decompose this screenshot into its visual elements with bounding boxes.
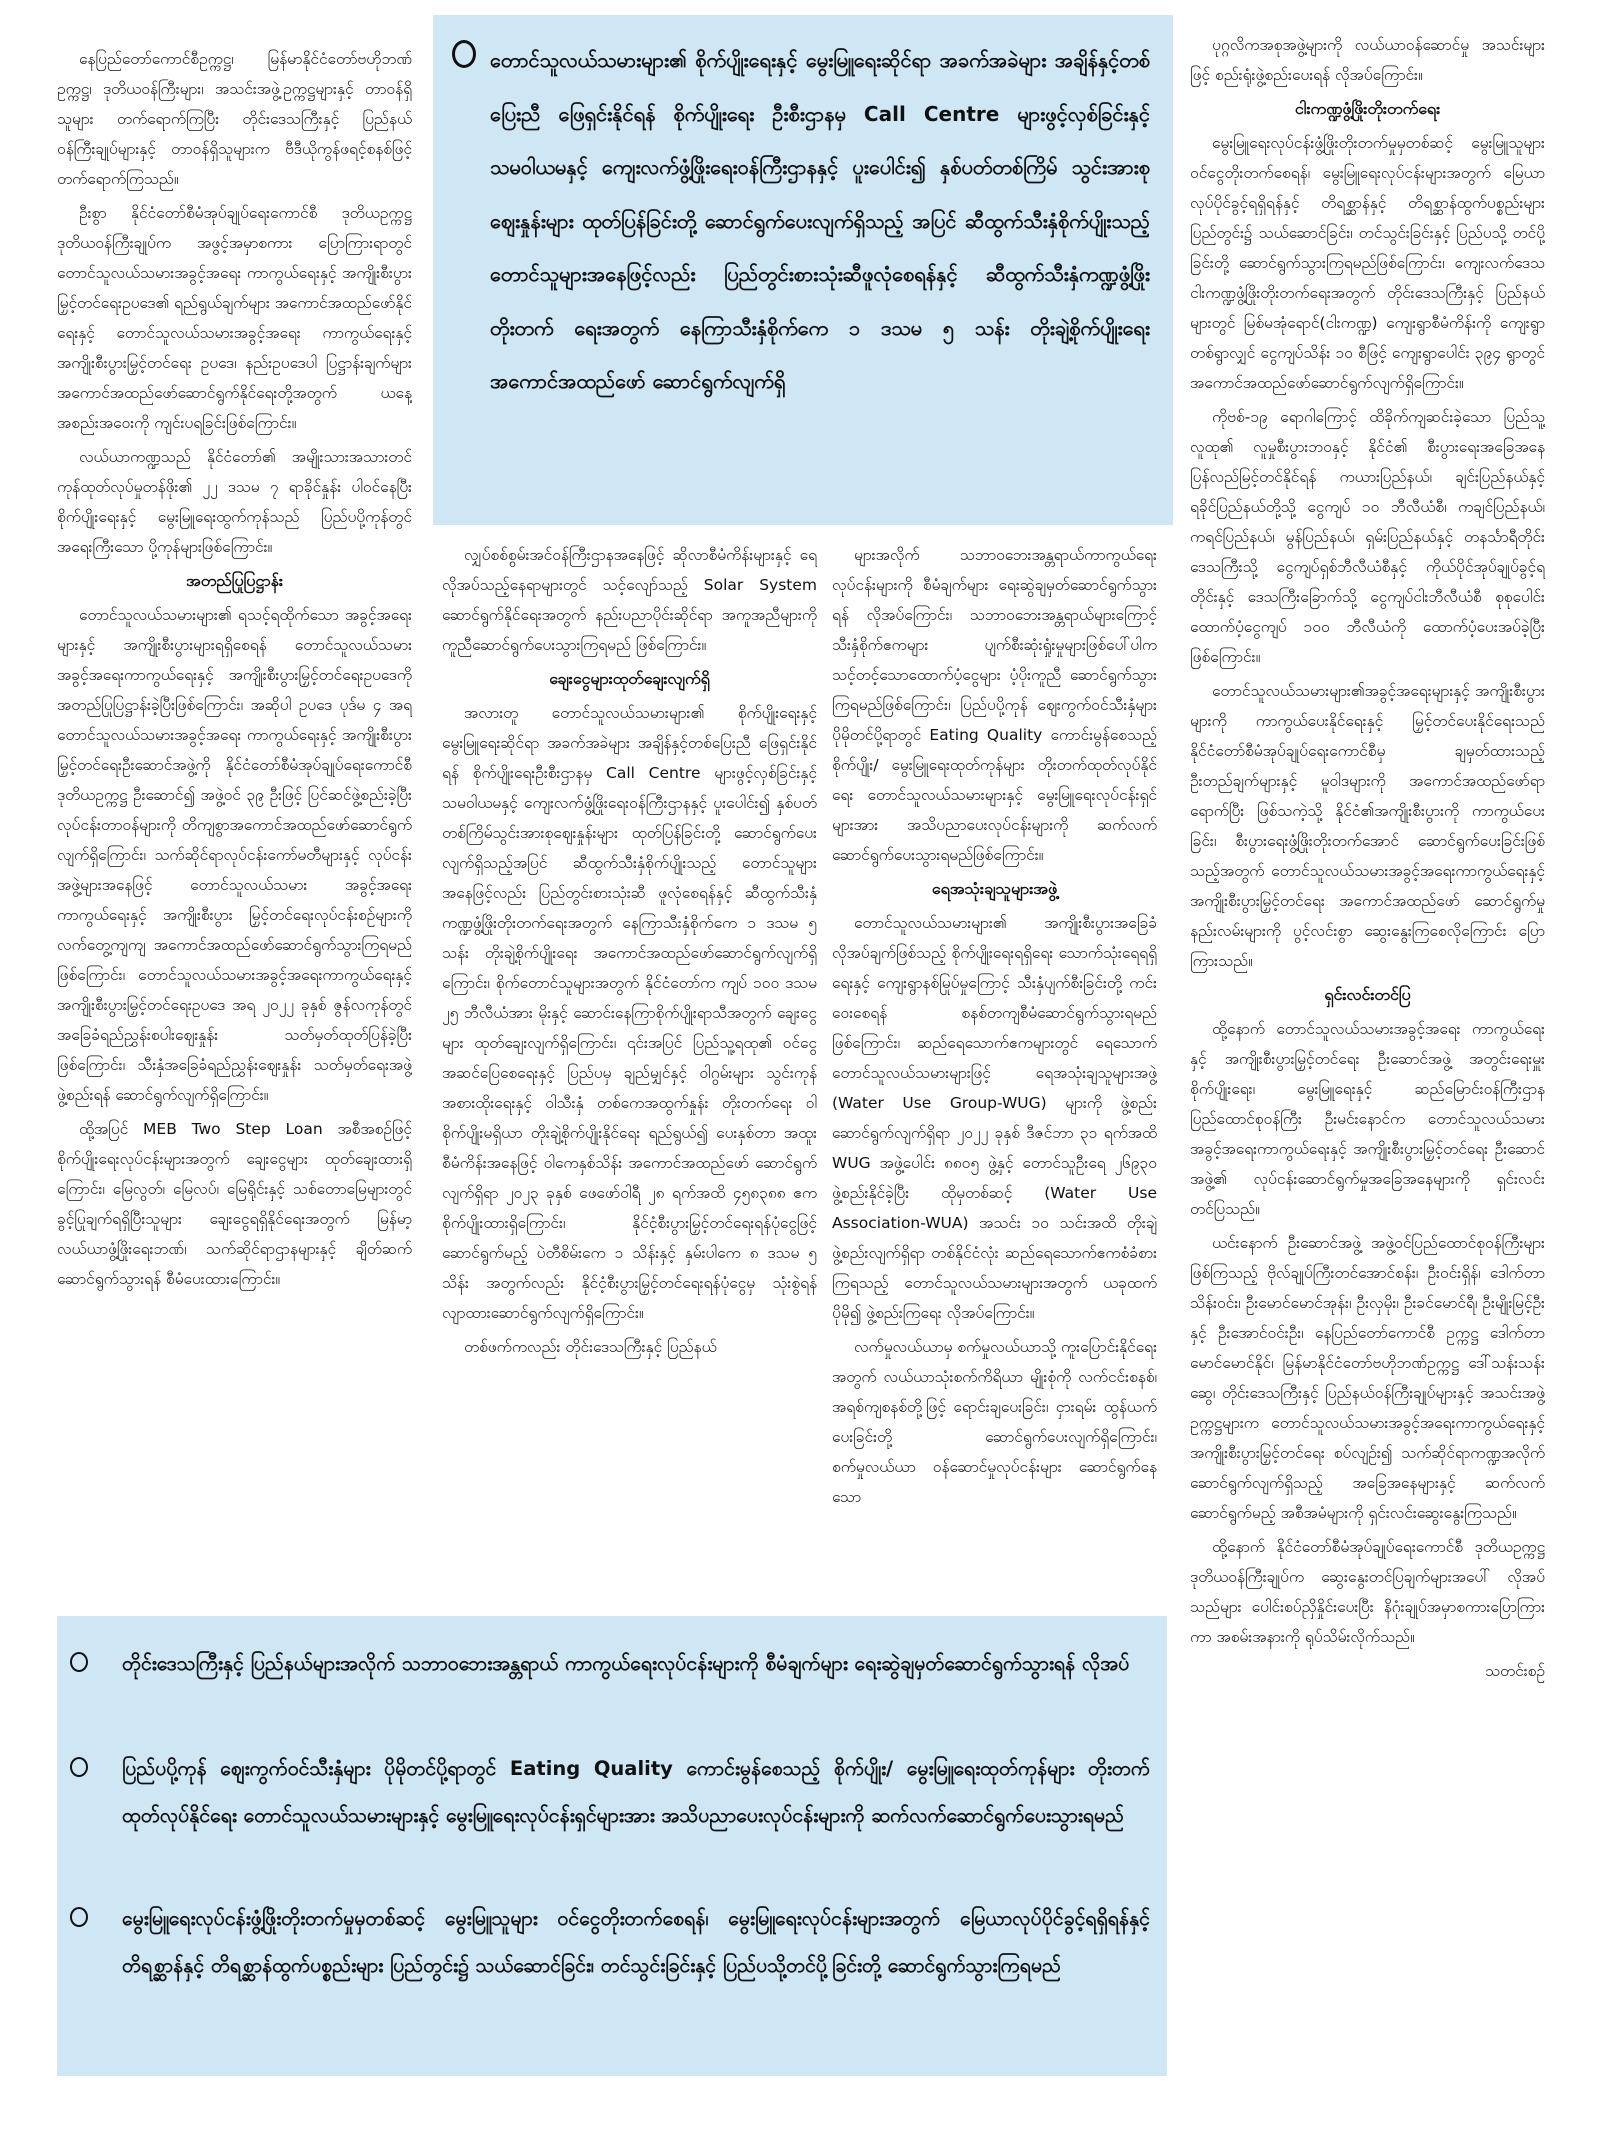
- paragraph: ထို့နောက် နိုင်ငံတော်စီမံအုပ်ချုပ်ရေးကောင်စီ ဒုတိယဥက္ကဋ္ဌ ဒုတိယဝန်ကြီးချုပ်က ဆွေးနွေးတင်ပြချက်များအပေါ် လိုအပ်သည်များ ပေါင်းစပ်ညှိနှိုင်းပေးပြီး နိဂုံးချုပ်အမှာစကားပြောကြားကာ အစမ်းအနားကို ရုပ်သိမ်းလိုက်သည်။: [1190, 1538, 1545, 1646]
- paragraph: လက်မှုလယ်ယာမှ စက်မှုလယ်ယာသို့ ကူးပြောင်းနိုင်ရေးအတွက် လယ်ယာသုံးစက်ကိရိယာ မျိုးစုံကို လက်ငင်းစနစ်၊ အရစ်ကျစနစ်တို့ဖြင့် ရောင်းချပေးခြင်း၊ ငှားရမ်း ထွန်ယက်ပေးခြင်းတို့ ဆောင်ရွက်ပေးလျက်ရှိကြောင်း၊ စက်မှုလယ်ယာ ဝန်ဆောင်မှုလုပ်ငန်းများ ဆောင်ရွက်နေသော: [832, 1338, 1157, 1506]
- paragraph: တောင်သူလယ်သမားများ၏အခွင့်အရေးများနှင့် အကျိုးစီးပွားများကို ကာကွယ်ပေးနိုင်ရေးနှင့် မြှင့်တင်ပေးနိုင်ရေးသည် နိုင်ငံတော်စီမံအုပ်ချုပ်ရေးကောင်စီမှ ချမှတ်ထားသည့် ဦးတည်ချက်များနှင့် မူဝါဒများကို အကောင်အထည်ဖော်ရာရောက်ပြီး ဖြစ်သကဲ့သို့ နိုင်ငံ၏အကျိုးစီးပွားကို ကာကွယ်ပေးခြင်း၊ စီးပွားရေးဖွံ့ဖြိုးတိုးတက်အောင် ဆောင်ရွက်ပေးခြင်းဖြစ်သည့်အတွက် တောင်သူလယ်သမားအခွင့်အရေးကာကွယ်ရေးနှင့် အကျိုးစီးပွားမြှင့်တင်ရေး အကောင်အထည်ဖော် ဆောင်ရွက်မှုနည်းလမ်းများကို ပွင့်လင်းစွာ ဆွေးနွေးကြစေလိုကြောင်း ပြောကြားသည်။: [1190, 682, 1545, 970]
- byline: သတင်းစဉ်: [1485, 1662, 1545, 1680]
- paragraph: ကိုဗစ်-၁၉ ရောဂါကြောင့် ထိခိုက်ကျဆင်းခဲ့သော ပြည်သူ့လူထု၏ လူမှုစီးပွားဘဝနှင့် နိုင်ငံ၏ စီးပွားရေးအခြေအနေ ပြန်လည်မြင့်တင်နိုင်ရန် ကယားပြည်နယ်၊ ချင်းပြည်နယ်နှင့် ရခိုင်ပြည်နယ်တို့သို့ ငွေကျပ် ၁၀ ဘီလီယံစီ၊ ကချင်ပြည်နယ်၊ ကရင်ပြည်နယ်၊ မွန်ပြည်နယ်၊ ရှမ်းပြည်နယ်နှင့် တနင်္သာရီတိုင်းဒေသကြီးသို့ ငွေကျပ်ရှစ်ဘီလီယံစီနှင့် ကိုယ်ပိုင်အုပ်ချုပ်ခွင့်ရ တိုင်းနှင့် ဒေသကြီးခြောက်သို့ ငွေကျပ်ငါးဘီလီယံစီ စုစုပေါင်းထောက်ပံ့ငွေကျပ် ၁၀၀ ဘီလီယံကို ထောက်ပံ့ပေးအပ်ခဲ့ပြီးဖြစ်ကြောင်း။: [1190, 408, 1545, 666]
- subheading: ရေအသုံးချသူများအဖွဲ့: [931, 879, 1058, 898]
- highlight-top-text: တောင်သူလယ်သမားများ၏ စိုက်ပျိုးရေးနှင့် မွေးမြူရေးဆိုင်ရာ အခက်အခဲများ အချိန်နှင့်တစ်ပြေးညီ ဖြေရှင်းနိုင်ရန် စိုက်ပျိုးရေး ဦးစီးဌာနမှ Call Centre များဖွင့်လှစ်ခြင်းနှင့် သမဝါယမနှင့် ကျေးလက်ဖွံ့ဖြိုးရေးဝန်ကြီးဌာနနှင့် ပူးပေါင်း၍ နှစ်ပတ်တစ်ကြိမ် သွင်းအားစုဈေးနှုန်းများ ထုတ်ပြန်ခြင်းတို့ ဆောင်ရွက်ပေးလျက်ရှိသည့် အပြင် ဆီထွက်သီးနှံစိုက်ပျိုးသည့် တောင်သူများအနေဖြင့်လည်း ပြည်တွင်းစားသုံးဆီဖူလုံစေရန်နှင့် ဆီထွက်သီးနှံကဏ္ဍဖွံ့ဖြိုးတိုးတက် ရေးအတွက် နေကြာသီးနှံစိုက်ကေ ၁ ဒသမ ၅ သန်း တိုးချဲ့စိုက်ပျိုးရေး အကောင်အထည်ဖော် ဆောင်ရွက်လျက်ရှိ: [490, 48, 1150, 393]
- paragraph: ထို့နောက် တောင်သူလယ်သမားအခွင့်အရေး ကာကွယ်ရေးနှင့် အကျိုးစီးပွားမြှင့်တင်ရေး ဦးဆောင်အဖွဲ့ အတွင်းရေးမှူး စိုက်ပျိုးရေး၊ မွေးမြူရေးနှင့် ဆည်မြောင်းဝန်ကြီးဌာန ပြည်ထောင်စုဝန်ကြီး ဦးမင်းနောင်က တောင်သူလယ်သမားအခွင့်အရေးကာကွယ်ရေးနှင့် အကျိုးစီးပွားမြှင့်တင်ရေး ဦးဆောင်အဖွဲ့၏ လုပ်ငန်းဆောင်ရွက်မှုအခြေအနေများကို ရှင်းလင်းတင်ပြသည်။: [1190, 1020, 1545, 1218]
- subheading: ငါးကဏ္ဍဖွံ့ဖြိုးတိုးတက်ရေး: [1294, 99, 1441, 118]
- article-column-1: [57, 44, 412, 1574]
- article-column-3: [832, 540, 1157, 1615]
- highlight-bullet-item: [70, 1895, 1150, 1989]
- paragraph: လျှပ်စစ်စွမ်းအင်ဝန်ကြီးဌာနအနေဖြင့် ဆိုလာစီမံကိန်းများနှင့် ရေလိုအပ်သည့်နေရာများတွင် သင့်လျော်သည့် Solar System ဆောင်ရွက်နိုင်ရေးအတွက် နည်းပညာပိုင်းဆိုင်ရာ အကူအညီများကို ကူညီဆောင်ရွက်ပေးသွားကြရမည် ဖြစ်ကြောင်း။: [442, 546, 817, 654]
- highlight-bullet-item: [70, 1640, 1150, 1687]
- paragraph: တောင်သူလယ်သမားများ၏ ရသင့်ရထိုက်သော အခွင့်အရေးများနှင့် အကျိုးစီးပွားများရရှိစေရန် တောင်သူလယ်သမား အခွင့်အရေးကာကွယ်ရေးနှင့် အကျိုးစီးပွားမြှင့်တင်ရေးဥပဒေကို အတည်ပြုပြဋ္ဌာန်းခဲ့ပြီးဖြစ်ကြောင်း၊ အဆိုပါ ဥပဒေ ပုဒ်မ ၄ အရ တောင်သူလယ်သမားအခွင့်အရေး ကာကွယ်ရေးနှင့် အကျိုးစီးပွားမြှင့်တင်ရေးဦးဆောင်အဖွဲ့ကို နိုင်ငံတော်စီမံအုပ်ချုပ်ရေးကောင်စီ ဒုတိယဥက္ကဋ္ဌ ဦးဆောင်၍ အဖွဲ့ဝင် ၃၉ ဦးဖြင့် ပြင်ဆင်ဖွဲ့စည်းခဲ့ပြီး လုပ်ငန်းတာဝန်များကို တိကျစွာအကောင်အထည်ဖော်ဆောင်ရွက်လျက်ရှိကြောင်း၊ သက်ဆိုင်ရာလုပ်ငန်းကော်မတီများနှင့် လုပ်ငန်းအဖွဲ့များအနေဖြင့် တောင်သူလယ်သမား အခွင့်အရေးကာကွယ်ရေးနှင့် အကျိုးစီးပွား မြှင့်တင်ရေးလုပ်ငန်းစဉ်များကို လက်တွေ့ကျကျ အကောင်အထည်ဖော်ဆောင်ရွက်သွားကြရမည်ဖြစ်ကြောင်း၊ တောင်သူလယ်သမားအခွင့်အရေးကာကွယ်ရေးနှင့် အကျိုးစီးပွားမြှင့်တင်ရေးဥပဒေ အရ ၂၀၂၂ ခုနှစ် ဇွန်လကုန်တွင် အခြေခံရည်ညွှန်းစပါးဈေးနှုန်း သတ်မှတ်ထုတ်ပြန်ခဲ့ပြီးဖြစ်ကြောင်း၊ သီးနှံအခြေခံရည်ညွှန်းဈေးနှုန်း သတ်မှတ်ရေးအဖွဲ့ ဖွဲ့စည်းရန် ဆောင်ရွက်လျက်ရှိကြောင်း။: [57, 606, 412, 1104]
- paragraph: တောင်သူလယ်သမားများ၏ အကျိုးစီးပွားအခြေခံလိုအပ်ချက်ဖြစ်သည့် စိုက်ပျိုးရေးရရှိရေး သောက်သုံးရေရရှိရေးနှင့် ကျေးရွာနစ်မြုပ်မှုကြောင့် သီးနှံပျက်စီးခြင်းတို့ ကင်းဝေးစေရန် စနစ်တကျစီမံဆောင်ရွက်သွားရမည် ဖြစ်ကြောင်း၊ ဆည်ရေသောက်ဧကများတွင် ရေသောက်တောင်သူလယ်သမားများဖြင့် ရေအသုံးချသူများအဖွဲ့ (Water Use Group-WUG) များကို ဖွဲ့စည်းဆောင်ရွက်လျက်ရှိရာ ၂၀၂၂ ခုနှစ် ဒီဇင်ဘာ ၃၁ ရက်အထိ WUG အဖွဲ့ပေါင်း ၈၈၀၅ ဖွဲ့နှင့် တောင်သူဦးရေ ၂၆၉၃၀ ဖွဲ့စည်းနိုင်ခဲ့ပြီး ထိုမှတစ်ဆင့် (Water Use Association-WUA) အသင်း ၁၀ သင်းအထိ တိုးချဲ့ဖွဲ့စည်းလျက်ရှိရာ တစ်နိုင်ငံလုံး ဆည်ရေသောက်ဧကစံခံစားကြရသည့် တောင်သူလယ်သမားများအတွက် ယခုထက်ပိုမို၍ ဖွဲ့စည်းကြရေး လိုအပ်ကြောင်း။: [832, 914, 1157, 1322]
- paragraph: မွေးမြူရေးလုပ်ငန်းဖွံ့ဖြိုးတိုးတက်မှုမှတစ်ဆင့် မွေးမြူသူများ ဝင်ငွေတိုးတက်စေရန်၊ မွေးမြူရေးလုပ်ငန်းများအတွက် မြေယာလုပ်ပိုင်ခွင့်ရရှိရန်နှင့် တိရစ္ဆာန်နှင့် တိရစ္ဆာန်ထွက်ပစ္စည်းများ ပြည်တွင်း၌ သယ်ဆောင်ခြင်း၊ တင်သွင်းခြင်းနှင့် ပြည်ပသို့ တင်ပို့ခြင်းတို့ ဆောင်ရွက်သွားကြရမည်ဖြစ်ကြောင်း၊ ကျေးလက်ဒေသ ငါးကဏ္ဍဖွံ့ဖြိုးတိုးတက်ရေးအတွက် တိုင်းဒေသကြီးနှင့် ပြည်နယ်များတွင် မြစ်မအုံရောင်(ငါးကဏ္ဍ) ကျေးရွာစီမံကိန်းကို ကျေးရွာတစ်ရွာလျှင် ငွေကျပ်သိန်း ၁၀ စီဖြင့် ကျေးရွာပေါင်း ၃၉၄ ရွာတွင် အကောင်အထည်ဖော်ဆောင်ရွက်လျက်ရှိကြောင်း။: [1190, 134, 1545, 392]
- bullet-circle-icon: [70, 1907, 88, 1927]
- paragraph: ယင်းနောက် ဦးဆောင်အဖွဲ့ အဖွဲ့ဝင်ပြည်ထောင်စုဝန်ကြီးများဖြစ်ကြသည့် ဗိုလ်ချုပ်ကြီးတင်အောင်စန်း၊ ဦးဝင်းရှိန်၊ ဒေါက်တာသိန်းဝင်း၊ ဦးမောင်မောင်အုန်း၊ ဦးလှမိုး၊ ဦးခင်မောင်ရီ၊ ဦးမျိုးမြင့်ဦးနှင့် ဦးအောင်ဝင်းဦး၊ နေပြည်တော်ကောင်စီ ဥက္ကဋ္ဌ ဒေါက်တာမောင်မောင်နိုင်၊ မြန်မာနိုင်ငံတော်ဗဟိုဘဏ်ဥက္ကဋ္ဌ ဒေါ်သန်းသန်းဆွေ၊ တိုင်းဒေသကြီးနှင့် ပြည်နယ်ဝန်ကြီးချုပ်များနှင့် အသင်းအဖွဲ့ဥက္ကဋ္ဌများက တောင်သူလယ်သမားအခွင့်အရေးကာကွယ်ရေးနှင့် အကျိုးစီးပွားမြှင့်တင်ရေး စပ်လျဉ်း၍ သက်ဆိုင်ရာကဏ္ဍအလိုက် ဆောင်ရွက်လျက်ရှိသည့် အခြေအနေများနှင့် ဆက်လက်ဆောင်ရွက်မည့် အစီအမံများကို ရှင်းလင်းဆွေးနွေးကြသည်။: [1190, 1234, 1545, 1522]
- paragraph: ပုဂ္ဂလိကအစုအဖွဲ့များကို လယ်ယာဝန်ဆောင်မှု အသင်းများဖြင့် စည်းရုံးဖွဲ့စည်းပေးရန် လိုအပ်ကြောင်း။: [1190, 36, 1545, 84]
- paragraph: ထို့အပြင် MEB Two Step Loan အစီအစဉ်ဖြင့် စိုက်ပျိုးရေးလုပ်ငန်းများအတွက် ချေးငွေများ ထုတ်ချေးထားရှိကြောင်း၊ မြေလွတ်၊ မြေလပ်၊ မြေရိုင်းနှင့် သစ်တောမြေများတွင် ခွင့်ပြုချက်ရရှိပြီးသူများ ချေးငွေရရှိနိုင်ရေးအတွက် မြန်မာ့လယ်ယာဖွံ့ဖြိုးရေးဘဏ်၊ သက်ဆိုင်ရာဌာနများနှင့် ချိတ်ဆက်ဆောင်ရွက်သွားရန် စီမံပေးထားကြောင်း။: [57, 1120, 412, 1288]
- paragraph: အလားတူ တောင်သူလယ်သမားများ၏ စိုက်ပျိုးရေးနှင့် မွေးမြူရေးဆိုင်ရာ အခက်အခဲများ အချိန်နှင့်တစ်ပြေးညီ ဖြေရှင်းနိုင်ရန် စိုက်ပျိုးရေးဦးစီးဌာနမှ Call Centre များဖွင့်လှစ်ခြင်းနှင့် သမဝါယမနှင့် ကျေးလက်ဖွံ့ဖြိုးရေးဝန်ကြီးဌာနနှင့် ပူးပေါင်း၍ နှစ်ပတ်တစ်ကြိမ်သွင်းအားစုဈေးနှုန်းများ ထုတ်ပြန်ခြင်းတို့ ဆောင်ရွက်ပေးလျက်ရှိသည့်အပြင် ဆီထွက်သီးနှံစိုက်ပျိုးသည့် တောင်သူများအနေဖြင့်လည်း ပြည်တွင်းစားသုံးဆီ ဖူလုံစေရန်နှင့် ဆီထွက်သီးနှံကဏ္ဍဖွံ့ဖြိုးတိုးတက်ရေးအတွက် နေကြာသီးနှံစိုက်ကေ ၁ ဒသမ ၅ သန်း တိုးချဲ့စိုက်ပျိုးရေး အကောင်အထည်ဖော်ဆောင်ရွက်လျက်ရှိကြောင်း၊ စိုက်တောင်သူများအတွက် နိုင်ငံတော်က ကျပ် ၁၀၀ ဒသမ ၂၅ ဘီလီယံအား မိုးနှင့် ဆောင်းနေကြာစိုက်ပျိုးရာသီအတွက် ချေးငွေများ ထုတ်ချေးလျက်ရှိကြောင်း၊ ၎င်းအပြင် ပြည်သူ့ရထု၏ ဝင်ငွေအဆင်ပြေစေရေးနှင့် ပြည်ပမှ ချည်မျှင်နှင့် ဝါဂွမ်းများ သွင်းကုန်အစားထိုးရေးနှင့် ဝါသီးနှံ တစ်ကေအထွက်နှုန်း တိုးတက်ရေး ဝါစိုက်ပျိုးမရှိယာ တိုးချဲ့စိုက်ပျိုးနိုင်ရေး ရည်ရွယ်၍ ပေးနှစ်တာ အထူးစီမံကိန်းအနေဖြင့် ဝါကေနှစ်သိန်း အကောင်အထည်ဖော် ဆောင်ရွက်လျက်ရှိရာ ၂၀၂၃ ခုနှစ် ဖေဖော်ဝါရီ ၂၈ ရက်အထိ ၄၅၈၃၈၈ ဧက စိုက်ပျိုးထားရှိကြောင်း၊ နိုင်ငံ့စီးပွားမြှင့်တင်ရေးရန်ပုံငွေဖြင့် ဆောင်ရွက်မည့် ပဲတီစိမ်းကေ ၁ သိန်းနှင့် နှမ်းပါကေ ၈ ဒသမ ၅ သိန်း အတွက်လည်း နိုင်ငံ့စီးပွားမြှင့်တင်ရေးရန်ပုံငွေမှ သုံးစွဲရန် လျာထားဆောင်ရွက်လျက်ရှိကြောင်း။: [442, 704, 817, 1322]
- article-column-2: [442, 540, 817, 1615]
- highlight-bullet-text: မွေးမြူရေးလုပ်ငန်းဖွံ့ဖြိုးတိုးတက်မှုမှတစ်ဆင့် မွေးမြူသူများ ဝင်ငွေတိုးတက်စေရန်၊ မွေးမြူရေးလုပ်ငန်းများအတွက် မြေယာလုပ်ပိုင်ခွင့်ရရှိရန်နှင့် တိရစ္ဆာန်နှင့် တိရစ္ဆာန်ထွက်ပစ္စည်းများ ပြည်တွင်း၌ သယ်ဆောင်ခြင်း၊ တင်သွင်းခြင်းနှင့် ပြည်ပသို့တင်ပို့ခြင်းတို့ ဆောင်ရွက်သွားကြရမည်: [122, 1907, 1150, 1977]
- paragraph: တစ်ဖက်ကလည်း တိုင်းဒေသကြီးနှင့် ပြည်နယ်: [464, 1338, 717, 1356]
- paragraph: နေပြည်တော်ကောင်စီဥက္ကဋ္ဌ၊ မြန်မာနိုင်ငံတော်ဗဟိုဘဏ်ဥက္ကဋ္ဌ၊ ဒုတိယဝန်ကြီးများ၊ အသင်းအဖွဲ့ဥက္ကဋ္ဌများနှင့် တာဝန်ရှိသူများ တက်ရောက်ကြပြီး တိုင်းဒေသကြီးနှင့် ပြည်နယ်ဝန်ကြီးချုပ်များနှင့် တာဝန်ရှိသူများက ဗီဒီယိုကွန်ဖရင့်စနစ်ဖြင့် တက်ရောက်ကြသည်။: [57, 50, 412, 188]
- paragraph: များအလိုက် သဘာဝဘေးအန္တရာယ်ကာကွယ်ရေး လုပ်ငန်းများကို စီမံချက်များ ရေးဆွဲချမှတ်ဆောင်ရွက်သွားရန် လိုအပ်ကြောင်း၊ သဘာဝဘေးအန္တရာယ်များကြောင့် သီးနှံစိုက်ဧကများ ပျက်စီးဆုံးရှုံးမှုများဖြစ်ပေါ်ပါက သင့်တင့်သောထောက်ပံ့ငွေများ ပံ့ပိုးကူညီ ဆောင်ရွက်သွားကြရမည်ဖြစ်ကြောင်း၊ ပြည်ပပို့ကုန် ဈေးကွက်ဝင်သီးနှံများ ပိုမိုတင်ပို့ရာတွင် Eating Quality ကောင်းမွန်စေသည့် စိုက်ပျိုး/ မွေးမြူရေးထုတ်ကုန်များ တိုးတက်ထုတ်လုပ်နိုင်ရေး တောင်သူလယ်သမားများနှင့် မွေးမြူရေးလုပ်ငန်းရှင်များအား အသိပညာပေးလုပ်ငန်းများကို ဆက်လက်ဆောင်ရွက်ပေးသွားရမည်ဖြစ်ကြောင်း။: [832, 546, 1157, 864]
- bullet-circle-icon: [452, 40, 476, 68]
- subheading: ချေးငွေများထုတ်ချေးလျက်ရှိ: [549, 669, 710, 688]
- subheading: အတည်ပြုပြဋ္ဌာန်း: [186, 571, 283, 590]
- article-column-4: [1190, 30, 1545, 2120]
- subheading: ရှင်းလင်းတင်ပြ: [1324, 985, 1411, 1004]
- bullet-circle-icon: [70, 1652, 88, 1672]
- highlight-bullet-item: [70, 1745, 1150, 1839]
- paragraph: လယ်ယာကဏ္ဍသည် နိုင်ငံတော်၏ အမျိုးသားအသားတင်ကုန်ထုတ်လုပ်မှုတန်ဖိုး၏ ၂၂ ဒသမ ၇ ရာခိုင်နှုန်း ပါဝင်နေပြီး စိုက်ပျိုးရေးနှင့် မွေးမြူရေးထွက်ကုန်သည် ပြည်ပပို့ကုန်တွင် အရေးကြီးသော ပို့ကုန်များဖြစ်ကြောင်း။: [57, 448, 412, 556]
- paragraph: ဦးစွာ နိုင်ငံတော်စီမံအုပ်ချုပ်ရေးကောင်စီ ဒုတိယဥက္ကဋ္ဌ ဒုတိယဝန်ကြီးချုပ်က အဖွင့်အမှာစကား ပြောကြားရာတွင် တောင်သူလယ်သမားအခွင့်အရေး ကာကွယ်ရေးနှင့် အကျိုးစီးပွားမြှင့်တင်ရေးဥပဒေ၏ ရည်ရွယ်ချက်များ အကောင်အထည်ဖော်နိုင်ရေးနှင့် တောင်သူလယ်သမားအခွင့်အရေး ကာကွယ်ရေးနှင့် အကျိုးစီးပွားမြှင့်တင်ရေး ဥပဒေ၊ နည်းဥပဒေပါ ပြဋ္ဌာန်းချက်များ အကောင်အထည်ဖော်ဆောင်ရွက်နိုင်ရေးတို့အတွက် ယနေ့အစည်းအဝေးကို ကျင်းပရခြင်းဖြစ်ကြောင်း။: [57, 204, 412, 432]
- bullet-circle-icon: [70, 1757, 88, 1777]
- highlight-bullet-text: တိုင်းဒေသကြီးနှင့် ပြည်နယ်များအလိုက် သဘာဝဘေးအန္တရာယ် ကာကွယ်ရေးလုပ်ငန်းများကို စီမံချက်များ ရေးဆွဲချမှတ်ဆောင်ရွက်သွားရန် လိုအပ်: [122, 1652, 1130, 1675]
- highlight-bullet-text: ပြည်ပပို့ကုန် ဈေးကွက်ဝင်သီးနှံများ ပိုမိုတင်ပို့ရာတွင် Eating Quality ကောင်းမွန်စေသည့် စိုက်ပျိုး/ မွေးမြူရေးထုတ်ကုန်များ တိုးတက်ထုတ်လုပ်နိုင်ရေး တောင်သူလယ်သမားများနှင့် မွေးမြူရေးလုပ်ငန်းရှင်များအား အသိပညာပေးလုပ်ငန်းများကို ဆက်လက်ဆောင်ရွက်ပေးသွားရမည်: [122, 1757, 1150, 1827]
